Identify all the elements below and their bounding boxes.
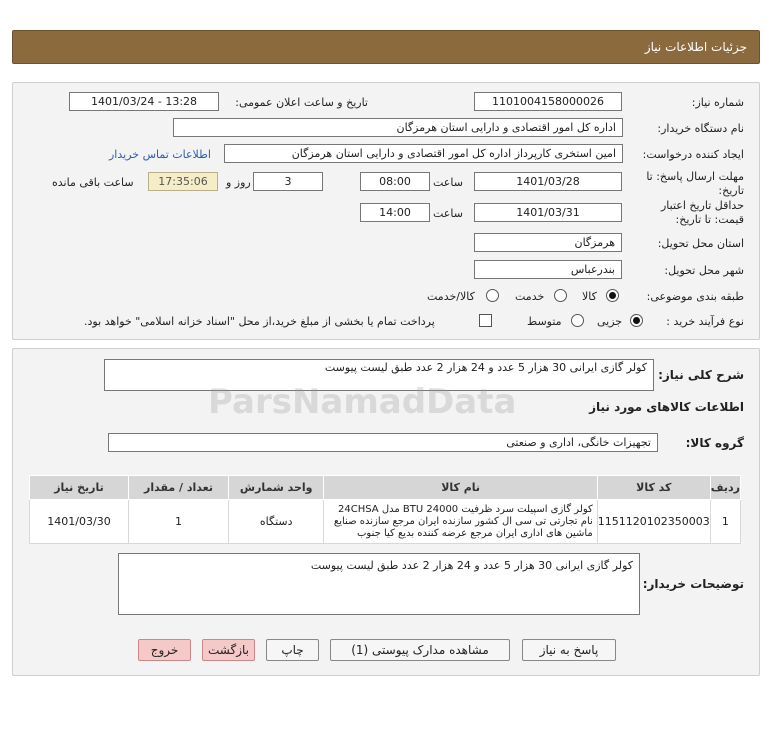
col-name: نام کالا [324,476,597,500]
treasury-checkbox[interactable] [479,314,492,327]
buyer-org-field: اداره کل امور اقتصادی و دارایی استان هرمزگان [173,118,623,137]
deadline-time-label: ساعت [433,176,463,189]
summary-field: کولر گازی ایرانی 30 هزار 5 عدد و 24 هزار 2 عدد طبق لیست پیوست [104,359,654,391]
group-field: تجهیزات خانگی، اداری و صنعتی [108,433,658,452]
page-title: جزئیات اطلاعات نیاز [644,40,747,54]
days-label: روز و [226,176,251,189]
deadline-label: مهلت ارسال پاسخ: تا تاریخ: [646,170,744,197]
attachments-button[interactable]: مشاهده مدارک پیوستی (1) [330,639,510,661]
col-qty: تعداد / مقدار [129,476,229,500]
category-goods-service-radio[interactable] [486,289,499,302]
contact-buyer-link[interactable]: اطلاعات تماس خریدار [109,148,211,161]
need-number-label: شماره نیاز: [691,96,744,109]
goods-table [29,475,741,544]
category-service-radio[interactable] [554,289,567,302]
process-minor-label: جزیی [597,315,623,328]
back-button[interactable]: بازگشت [202,639,255,661]
exit-button[interactable]: خروج [138,639,191,661]
cell-row: 1 [710,500,740,544]
col-row: ردیف [710,476,740,500]
watermark-logo: ParsNamadData [208,382,517,422]
announce-label: تاریخ و ساعت اعلان عمومی: [235,96,368,109]
category-goods-service-label: کالا/خدمت [427,290,475,303]
validity-date-field: 1401/03/31 [474,203,622,222]
cell-unit: دستگاه [228,500,323,544]
page-header [12,30,760,64]
col-unit: واحد شمارش [228,476,323,500]
category-goods-label: کالا [582,290,597,303]
buyer-notes-label: توضیحات خریدار: [642,577,744,591]
category-goods-radio[interactable] [606,289,619,302]
category-label: طبقه بندی موضوعی: [646,290,744,303]
goods-info-title: اطلاعات کالاهای مورد نیاز [589,400,744,414]
buyer-notes-field: کولر گازی ایرانی 30 هزار 5 عدد و 24 هزار 2 عدد طبق لیست پیوست [118,553,640,615]
buyer-org-label: نام دستگاه خریدار: [657,122,744,135]
validity-time-field: 14:00 [360,203,430,222]
need-number-field: 1101004158000026 [474,92,622,111]
deadline-date-field: 1401/03/28 [474,172,622,191]
process-minor-radio[interactable] [630,314,643,327]
process-label: نوع فرآیند خرید : [666,315,744,328]
col-date: تاریخ نیاز [30,476,129,500]
deadline-time-field: 08:00 [360,172,430,191]
table-header-row [30,476,741,500]
province-field: هرمزگان [474,233,622,252]
process-medium-radio[interactable] [571,314,584,327]
city-label: شهر محل تحویل: [664,264,744,277]
summary-label: شرح کلی نیاز: [658,368,744,382]
process-medium-label: متوسط [527,315,562,328]
table-row [30,500,741,544]
creator-field: امین استخری کارپرداز اداره کل امور اقتصادی و دارایی استان هرمزگان [224,144,623,163]
reply-button[interactable]: پاسخ به نیاز [522,639,616,661]
city-field: بندرعباس [474,260,622,279]
treasury-note: پرداخت تمام یا بخشی از مبلغ خرید،از محل "اسناد خزانه اسلامی" خواهد بود. [84,315,435,328]
creator-label: ایجاد کننده درخواست: [642,148,744,161]
cell-qty: 1 [129,500,229,544]
remaining-label: ساعت باقی مانده [52,176,134,189]
print-button[interactable]: چاپ [266,639,319,661]
category-service-label: خدمت [515,290,545,303]
validity-label: حداقل تاریخ اعتبار قیمت: تا تاریخ: [660,199,744,226]
province-label: استان محل تحویل: [657,237,744,250]
days-field: 3 [253,172,323,191]
col-code: کد کالا [597,476,710,500]
announce-field: 1401/03/24 - 13:28 [69,92,219,111]
cell-code: 1151120102350003 [597,500,710,544]
group-label: گروه کالا: [685,436,744,450]
validity-time-label: ساعت [433,207,463,220]
remaining-time-field: 17:35:06 [148,172,218,191]
cell-name: کولر گازی اسپیلت سرد ظرفیت BTU 24000 مدل 24CHSA نام تجارتی تی سی ال کشور سازنده ایران مرجع سازنده صنایع ماشین های اداری ایران مرجع عرضه کننده بدیع کیا جنوب [324,500,597,544]
cell-date: 1401/03/30 [30,500,129,544]
